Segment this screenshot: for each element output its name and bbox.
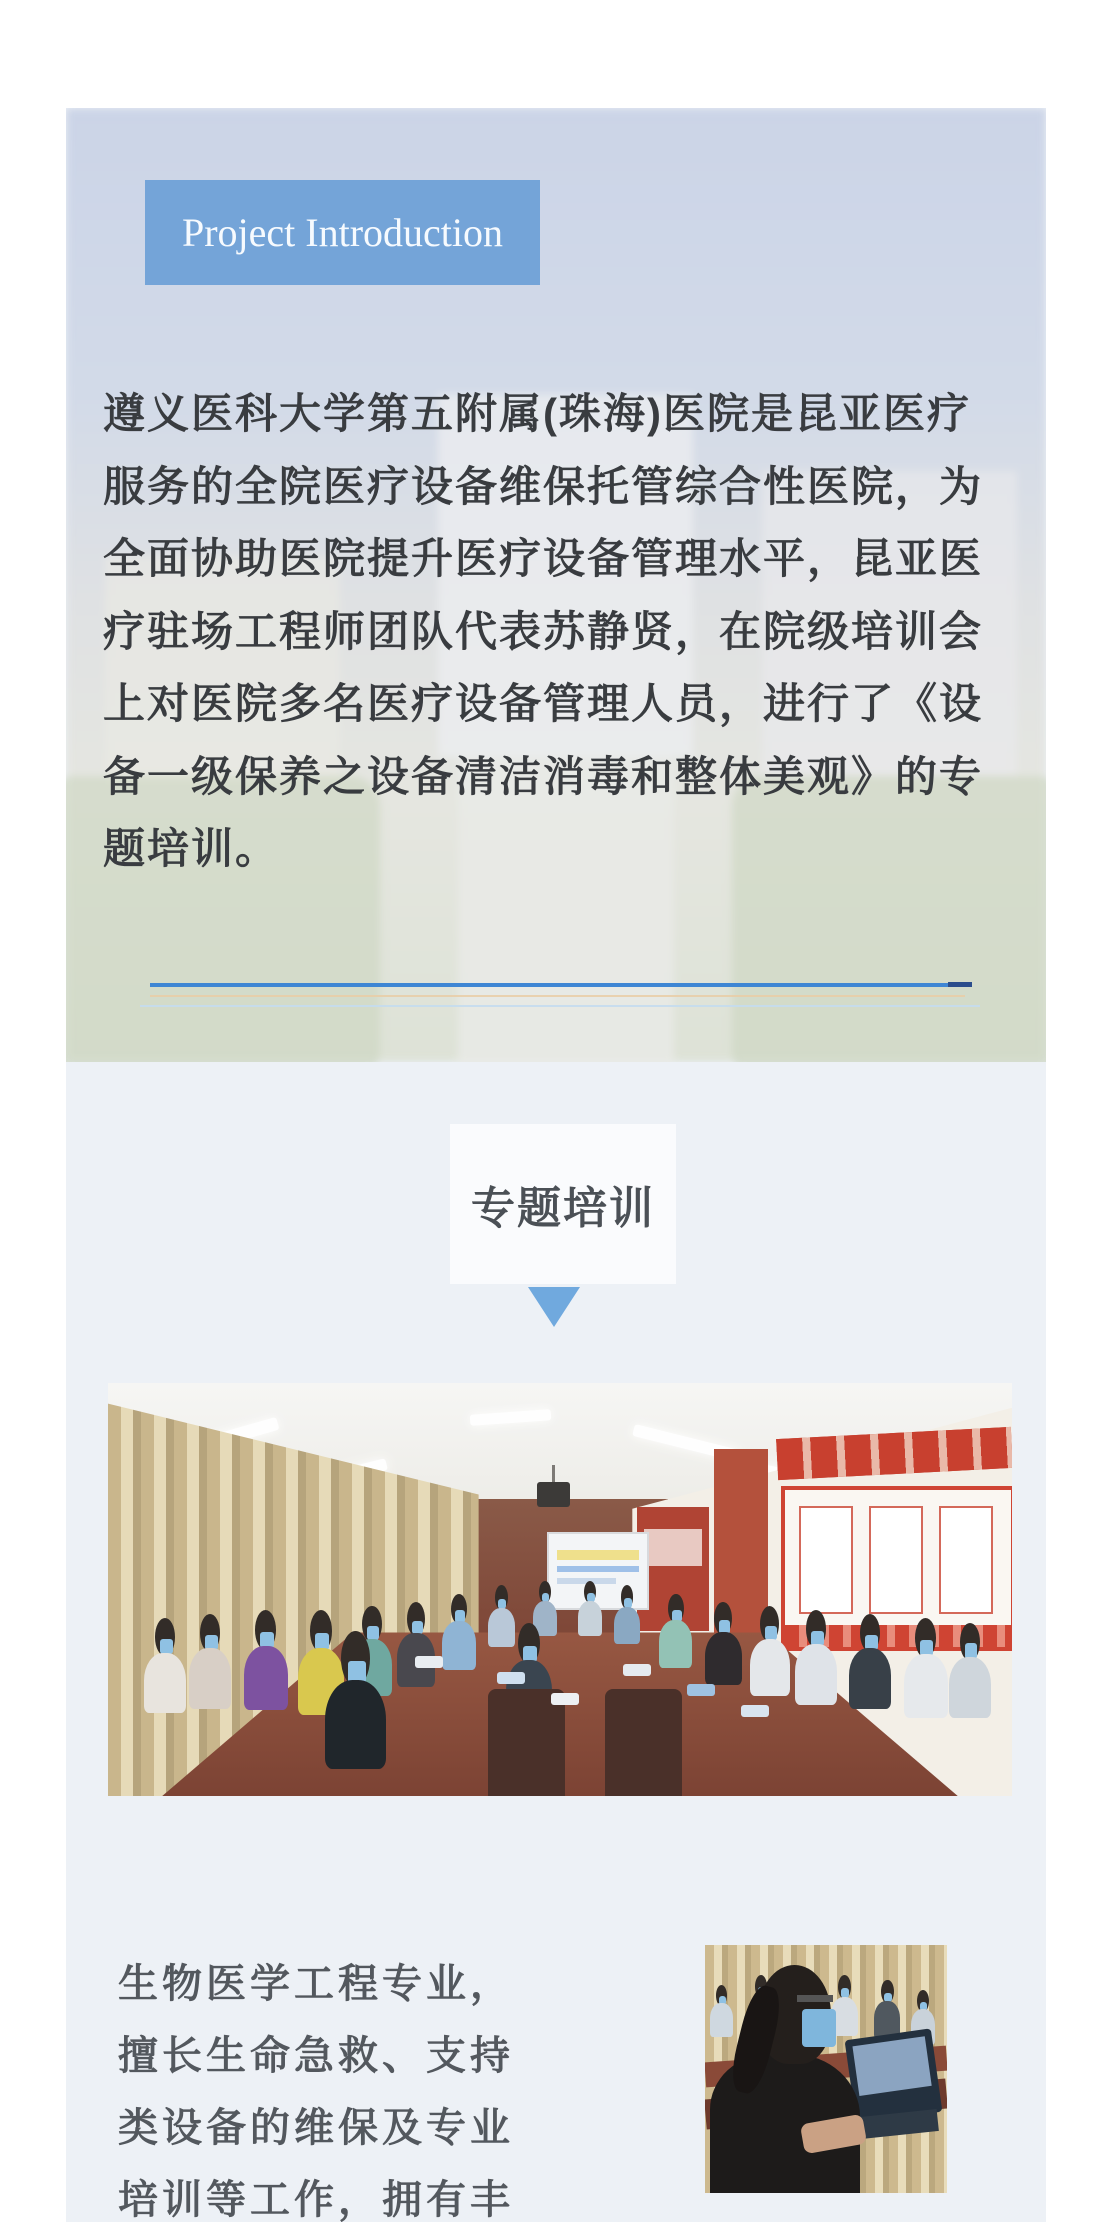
attendee [442,1594,476,1670]
section-title-box [450,1124,676,1284]
intro-paragraph [103,378,1033,886]
paragraph-line: 服务的全院医疗设备维保托管综合性医院，为 [103,462,984,510]
paragraph-line: 全面协助医院提升医疗设备管理水平，昆亚医 [103,535,984,582]
profile-line: 培训等工作，拥有丰 [118,2178,514,2222]
divider-line-end-cap [948,982,972,987]
attendee [795,1610,837,1705]
attendee [614,1585,640,1644]
table-paper [687,1684,715,1696]
paragraph-line: 备一级保养之设备清洁消毒和整体美观》的专 [103,752,984,800]
attendee [578,1581,602,1636]
training-meeting-photo [108,1383,1012,1796]
engineer-photo [705,1945,947,2193]
attendee [750,1606,790,1696]
attendee [397,1602,435,1688]
divider-line-peach [150,995,965,997]
attendee [904,1618,948,1718]
table-paper [415,1656,443,1668]
profile-line: 擅长生命急救、支持 [118,2034,514,2078]
paragraph-line: 遵义医科大学第五附属(珠海)医院是昆亚医疗 [103,390,971,437]
attendee [144,1618,186,1713]
attendee [849,1614,891,1709]
paragraph-line: 上对医院多名医疗设备管理人员，进行了《设 [103,680,984,727]
triangle-down-icon [528,1287,580,1327]
slide-content [557,1550,639,1560]
audience-member [710,1985,733,2037]
slide-content [557,1566,639,1572]
section-title: 专题培训 [471,1184,655,1233]
poster-panel [799,1506,853,1614]
divider-line-blue [150,983,972,987]
attendee [325,1631,386,1769]
profile-line: 生物医学工程专业， [118,1962,514,2006]
poster-panel [869,1506,923,1614]
profile-line: 类设备的维保及专业 [118,2106,514,2150]
attendee [705,1602,742,1686]
badge-label: Project Introduction [181,210,504,255]
attendee [244,1610,288,1710]
glasses [797,1995,833,2002]
audience-member [874,1980,900,2039]
paragraph-line: 疗驻场工程师团队代表苏静贤，在院级培训会 [103,607,984,655]
engineer-profile-text [118,1948,678,2222]
attendee [949,1623,991,1718]
attendee [189,1614,231,1709]
table-paper [551,1693,579,1705]
divider-line-pale-blue [140,1005,980,1007]
projector [537,1482,570,1507]
table-paper [497,1672,525,1684]
table-paper [741,1705,769,1717]
table-paper [623,1664,651,1676]
paragraph-line: 题培训。 [103,825,280,872]
poster-panel [939,1506,993,1614]
chair [605,1689,682,1796]
project-introduction-badge [145,180,540,285]
face-mask [802,2009,836,2046]
attendee [659,1594,692,1668]
